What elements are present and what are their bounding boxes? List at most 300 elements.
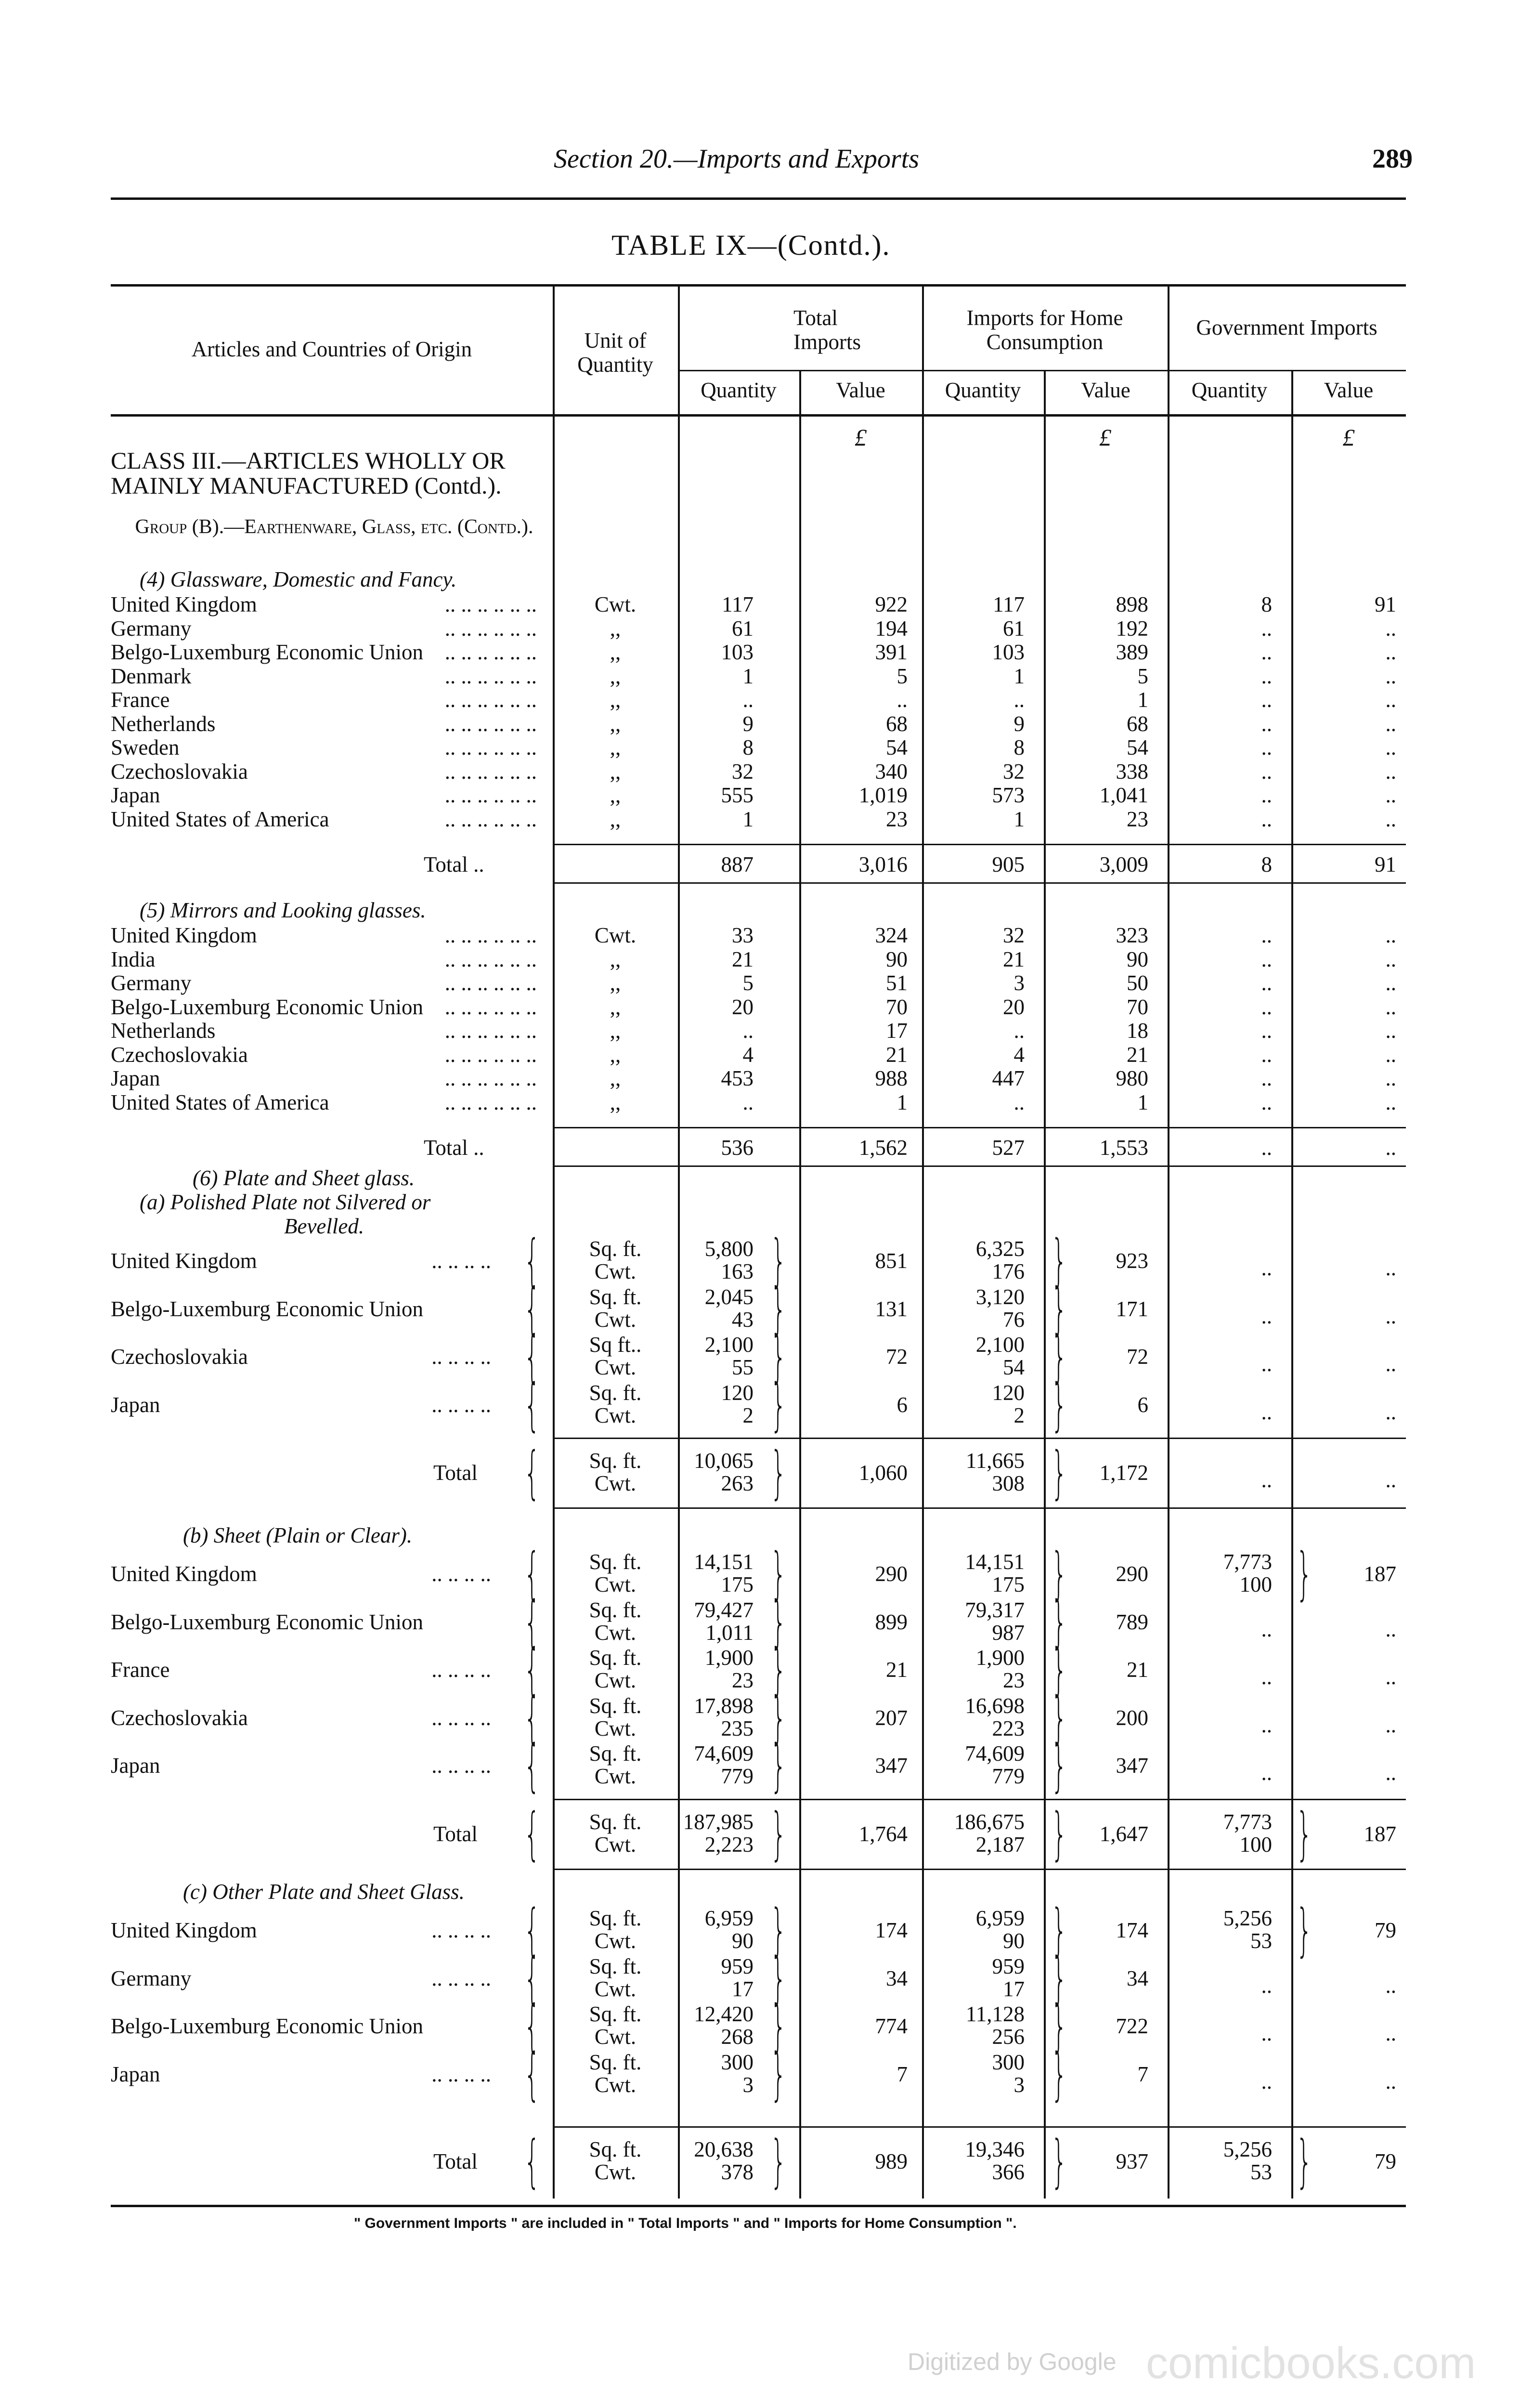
running-header: Section 20.—Imports and Exports [554,144,920,174]
government-quantity: 53 [1250,1929,1272,1953]
total-top-rule [553,1438,1406,1439]
government-quantity: .. [1261,1665,1272,1689]
total-imports-quantity: 20 [732,995,754,1019]
subheader-quantity: Quantity [1191,378,1268,402]
unit-of-quantity: ,, [610,1090,621,1114]
footnote: " Government Imports " are included in " Total Imports " and " Imports for Home Consumption ". [354,2215,1017,2231]
total-label: Total .. [424,1136,484,1160]
government-quantity: 100 [1239,1832,1272,1857]
government-quantity-total: .. [1261,1136,1272,1160]
government-value: .. [1385,711,1396,736]
government-quantity: .. [1261,2069,1272,2094]
total-imports-value: 324 [875,923,908,947]
home-consumption-quantity: 23 [1003,1668,1025,1692]
table-title: TABLE IX—(Contd.). [611,229,891,261]
government-value: .. [1385,1973,1396,1998]
country-name: United States of America [111,808,334,830]
home-consumption-quantity: 959 [992,1954,1025,1978]
government-quantity: 53 [1250,2160,1272,2184]
total-imports-quantity: 4 [742,1042,754,1067]
total-imports-value: 774 [875,2014,908,2038]
home-consumption-quantity: 447 [992,1066,1025,1090]
country-name: France [111,689,174,711]
value-brace: } [1051,1684,1067,1751]
unit-brace: { [524,2040,540,2107]
value-brace: } [770,1275,787,1342]
leader-dots: .. .. .. .. .. .. [444,1067,537,1089]
total-imports-quantity: 779 [721,1764,754,1788]
total-imports-quantity: 5 [742,971,754,995]
value-brace: } [770,1992,787,2059]
total-imports-value: 391 [875,640,908,664]
government-quantity: .. [1261,640,1272,664]
total-imports-value: 207 [875,1705,908,1730]
leader-dots: .. .. .. .. .. .. [444,736,537,759]
home-consumption-value: 90 [1127,947,1148,971]
total-imports-quantity: 43 [732,1307,754,1332]
total-imports-quantity: 32 [732,759,754,784]
home-consumption-value: 192 [1116,616,1148,641]
total-imports-value: 21 [886,1042,908,1067]
home-consumption-quantity: 573 [992,783,1025,807]
total-imports-quantity: 21 [732,947,754,971]
unit-of-quantity: ,, [610,664,621,688]
unit-of-quantity: ,, [610,971,621,995]
unit-line-1: Sq. ft. [589,1906,642,1930]
total-label: Total .. [424,852,484,877]
header-bottom-rule [111,414,1406,417]
home-consumption-value: 323 [1116,923,1148,947]
value-brace: } [1051,1944,1067,2011]
unit-line-2: Cwt. [594,1764,637,1788]
total-imports-quantity: 74,609 [694,1741,754,1766]
total-imports-quantity: 2,100 [704,1333,754,1357]
leader-dots: .. .. .. .. .. .. [444,808,537,830]
total-imports-quantity: 55 [732,1355,754,1379]
total-imports-quantity-total: 536 [721,1136,754,1160]
government-value: .. [1385,616,1396,641]
total-imports-value: 5 [896,664,908,688]
home-consumption-quantity: 223 [992,1716,1025,1741]
unit-of-quantity: ,, [610,1042,621,1067]
unit-of-quantity: ,, [610,640,621,664]
home-consumption-quantity: 300 [992,2050,1025,2074]
home-consumption-quantity: 3 [1013,2072,1025,2097]
subheader-rule [678,370,1406,371]
unit-of-quantity: Cwt. [594,923,637,947]
home-consumption-quantity: 16,698 [965,1693,1025,1718]
column-header-total-imports: Total Imports [793,306,861,354]
subheader-value: Value [1081,378,1130,402]
home-consumption-value: 898 [1116,592,1148,616]
government-quantity: .. [1261,1090,1272,1114]
watermark-text: Digitized by Google [908,2348,1117,2375]
leader-dots: .. .. .. .. .. .. [444,617,537,640]
country-name: Japan [111,1067,165,1089]
total-imports-quantity: 14,151 [694,1550,754,1574]
home-consumption-quantity: 256 [992,2025,1025,2049]
currency-symbol: £ [1342,424,1355,451]
leader-dots: .. .. .. .. [431,1562,491,1586]
unit-brace: { [524,1800,540,1867]
home-consumption-value: 338 [1116,759,1148,784]
total-imports-quantity: 263 [721,1471,754,1495]
home-consumption-quantity: 176 [992,1259,1025,1283]
home-consumption-quantity: 3 [1013,971,1025,995]
unit-line-2: Cwt. [594,2160,637,2184]
value-brace: } [1051,1992,1067,2059]
leader-dots: .. .. .. .. .. .. [444,972,537,994]
unit-brace: { [524,1227,540,1294]
country-name: Sweden [111,736,184,759]
home-consumption-quantity: 21 [1003,947,1025,971]
country-name: United Kingdom [111,593,262,615]
total-imports-quantity: 1,900 [704,1646,754,1670]
value-brace: } [1296,2128,1312,2194]
government-quantity: .. [1261,923,1272,947]
home-consumption-value: 722 [1116,2014,1148,2038]
total-imports-value: 290 [875,1562,908,1586]
value-brace: } [770,1439,787,1505]
unit-line-1: Sq. ft. [589,1693,642,1718]
government-quantity: .. [1261,759,1272,784]
government-value: .. [1385,1617,1396,1641]
government-value: .. [1385,923,1396,947]
government-value: .. [1385,1090,1396,1114]
total-imports-value: 131 [875,1296,908,1321]
subheader-value: Value [1324,378,1374,402]
government-quantity: .. [1261,1761,1272,1785]
home-consumption-value: 7 [1137,2062,1148,2086]
country-name: Netherlands [111,713,220,735]
subheader-quantity: Quantity [701,378,777,402]
unit-brace: { [524,1540,540,1607]
value-brace: } [770,2128,787,2194]
unit-brace: { [524,1684,540,1751]
government-value: .. [1385,664,1396,688]
home-consumption-quantity: 1 [1013,664,1025,688]
leader-dots: .. .. .. .. [431,1918,491,1942]
table-bottom-rule [111,2205,1406,2207]
unit-line-2: Cwt. [594,2072,637,2097]
total-imports-quantity: 268 [721,2025,754,2049]
government-quantity: .. [1261,2021,1272,2045]
value-brace: } [770,1636,787,1702]
column-header-government: Government Imports [1196,315,1377,340]
government-value: .. [1385,1665,1396,1689]
unit-of-quantity: ,, [610,735,621,759]
unit-line-1: Sq. ft. [589,1646,642,1670]
country-name: Japan [111,2063,165,2085]
total-imports-value: 51 [886,971,908,995]
total-imports-value-total: 3,016 [858,852,908,877]
total-imports-value: 90 [886,947,908,971]
government-quantity: .. [1261,1617,1272,1641]
country-name: Netherlands [111,1020,220,1042]
government-quantity: 7,773 [1223,1810,1272,1834]
government-value: .. [1385,759,1396,784]
government-value: .. [1385,2021,1396,2045]
home-consumption-value: 171 [1116,1296,1148,1321]
watermark [908,2348,1117,2376]
country-name: Belgo-Luxemburg Economic Union [111,996,428,1018]
government-value: .. [1385,1352,1396,1376]
unit-line-2: Cwt. [594,1307,637,1332]
government-quantity: .. [1261,1713,1272,1737]
home-consumption-value: 1,647 [1099,1822,1148,1846]
header-rule [111,197,1406,200]
government-quantity: 5,256 [1223,1906,1272,1930]
unit-of-quantity: ,, [610,759,621,784]
unit-of-quantity: ,, [610,807,621,831]
unit-brace: { [524,1439,540,1505]
government-value: .. [1385,1019,1396,1043]
government-quantity: .. [1261,783,1272,807]
total-top-rule [553,844,1406,845]
home-consumption-quantity: 120 [992,1380,1025,1405]
government-value: 79 [1375,1918,1396,1942]
sub-block-title: (b) Sheet (Plain or Clear). [183,1523,413,1547]
block-title: (5) Mirrors and Looking glasses. [140,898,426,922]
home-consumption-value: 54 [1127,735,1148,759]
home-consumption-quantity: 61 [1003,616,1025,641]
unit-line-2: Cwt. [594,1976,637,2001]
total-imports-quantity: 23 [732,1668,754,1692]
home-consumption-value-total: 3,009 [1099,852,1148,877]
home-consumption-quantity: 186,675 [954,1810,1025,1834]
country-name: United Kingdom [111,1563,262,1585]
unit-line-2: Cwt. [594,2025,637,2049]
country-name: United States of America [111,1091,334,1113]
subheader-value: Value [836,378,885,402]
home-consumption-value: 21 [1127,1042,1148,1067]
government-quantity: .. [1261,971,1272,995]
home-consumption-quantity: 987 [992,1620,1025,1645]
leader-dots: .. .. .. .. [431,2062,491,2086]
total-imports-value: 34 [886,1966,908,1990]
home-consumption-value: 980 [1116,1066,1148,1090]
total-imports-quantity: 6,959 [704,1906,754,1930]
home-consumption-value: 937 [1116,2149,1148,2173]
value-brace: } [1051,1588,1067,1655]
total-imports-value: 922 [875,592,908,616]
unit-of-quantity: ,, [610,711,621,736]
total-imports-quantity: 79,427 [694,1597,754,1622]
country-name: United Kingdom [111,924,262,946]
value-brace: } [1051,1800,1067,1867]
value-brace: } [770,1800,787,1867]
total-imports-quantity: 10,065 [694,1449,754,1473]
total-imports-quantity: 1,011 [705,1620,754,1645]
total-imports-quantity: 12,420 [694,2002,754,2026]
government-value: .. [1385,1066,1396,1090]
country-name: Japan [111,1394,165,1416]
total-imports-value: 851 [875,1249,908,1273]
home-consumption-quantity: 32 [1003,923,1025,947]
home-consumption-quantity: 175 [992,1572,1025,1597]
value-brace: } [1051,1540,1067,1607]
country-name: Japan [111,1754,165,1777]
unit-line-1: Sq. ft. [589,1449,642,1473]
unit-brace: { [524,1897,540,1963]
home-consumption-value: 923 [1116,1249,1148,1273]
leader-dots: .. .. .. .. [431,1345,491,1369]
government-quantity: .. [1261,1066,1272,1090]
value-brace: } [1051,1227,1067,1294]
home-consumption-quantity: 20 [1003,995,1025,1019]
home-consumption-value: 6 [1137,1392,1148,1417]
unit-brace: { [524,1944,540,2011]
total-imports-quantity: 17,898 [694,1693,754,1718]
government-value: .. [1385,947,1396,971]
total-bottom-rule [553,1165,1406,1167]
total-imports-quantity: 300 [721,2050,754,2074]
total-imports-value: 1 [896,1090,908,1114]
leader-dots: .. .. .. .. [431,1658,491,1682]
home-consumption-quantity: 17 [1003,1976,1025,2001]
unit-of-quantity: ,, [610,947,621,971]
total-imports-value: 347 [875,1754,908,1778]
country-name: Denmark [111,665,196,687]
home-consumption-quantity: 366 [992,2160,1025,2184]
country-name: Germany [111,617,196,640]
total-imports-quantity: 5,800 [704,1237,754,1261]
class-heading: CLASS III.—ARTICLES WHOLLY OR MAINLY MANUFACTURED (Contd.). [111,447,506,499]
home-consumption-quantity: .. [1013,1090,1025,1114]
total-imports-quantity: 1 [742,664,754,688]
home-consumption-quantity: 6,959 [975,1906,1025,1930]
value-brace: } [770,1323,787,1389]
unit-of-quantity: ,, [610,1019,621,1043]
value-brace: } [770,1944,787,2011]
value-brace: } [1051,1323,1067,1389]
home-consumption-quantity: 4 [1013,1042,1025,1067]
home-consumption-value: 70 [1127,995,1148,1019]
sub-block-title: (a) Polished Plate not Silvered or [140,1190,431,1214]
total-imports-quantity: 163 [721,1259,754,1283]
home-consumption-quantity: 2 [1013,1403,1025,1427]
unit-line-1: Sq. ft. [589,1284,642,1309]
total-imports-quantity: 2,223 [704,1832,754,1857]
home-consumption-quantity: 11,128 [965,2002,1025,2026]
leader-dots: .. .. .. .. .. .. [444,641,537,663]
unit-line-2: Cwt. [594,1259,637,1283]
home-consumption-quantity: 117 [993,592,1025,616]
government-quantity: .. [1261,995,1272,1019]
leader-dots: .. .. .. .. [431,1754,491,1778]
total-imports-quantity: 33 [732,923,754,947]
leader-dots: .. .. .. .. .. .. [444,1043,537,1066]
total-bottom-rule [553,1869,1406,1870]
value-brace: } [1051,1897,1067,1963]
home-consumption-value: 1,041 [1099,783,1148,807]
group-heading: Group (B).—Earthenware, Glass, etc. (Contd.). [135,516,533,538]
total-imports-quantity: 9 [742,711,754,736]
unit-line-2: Cwt. [594,1471,637,1495]
home-consumption-quantity: 103 [992,640,1025,664]
block-title: (4) Glassware, Domestic and Fancy. [140,567,457,591]
total-imports-quantity: 103 [721,640,754,664]
value-brace: } [1051,1371,1067,1438]
home-consumption-value: 72 [1127,1345,1148,1369]
country-name: France [111,1659,174,1681]
leader-dots: .. .. .. .. .. .. [444,1020,537,1042]
government-quantity: .. [1261,1468,1272,1492]
government-quantity: .. [1261,1400,1272,1424]
leader-dots: .. .. .. .. .. .. [444,593,537,615]
government-value-total: .. [1385,1136,1396,1160]
country-name: Czechoslovakia [111,1707,253,1729]
total-imports-quantity: 959 [721,1954,754,1978]
total-top-rule [553,1127,1406,1128]
leader-dots: .. .. .. .. .. .. [444,712,537,735]
unit-brace: { [524,2128,540,2194]
government-quantity: .. [1261,616,1272,641]
total-imports-quantity: 20,638 [694,2137,754,2161]
government-value: .. [1385,1468,1396,1492]
home-consumption-value: 68 [1127,711,1148,736]
country-name: United Kingdom [111,1919,262,1941]
total-imports-value: 6 [896,1392,908,1417]
government-value: 187 [1364,1562,1396,1586]
leader-dots: .. .. .. .. .. .. [444,924,537,946]
unit-line-2: Cwt. [594,1355,637,1379]
home-consumption-quantity: 54 [1003,1355,1025,1379]
column-header-unit: Unit of Quantity [577,328,653,377]
home-consumption-quantity-total: 905 [992,852,1025,877]
sub-block-title: Bevelled. [284,1214,364,1238]
country-name: India [111,948,160,970]
home-consumption-value: 789 [1116,1610,1148,1634]
leader-dots: .. .. .. .. .. .. [444,1091,537,1113]
total-imports-quantity: 175 [721,1572,754,1597]
home-consumption-value: 1,172 [1099,1461,1148,1485]
home-consumption-quantity: 76 [1003,1307,1025,1332]
value-brace: } [770,1227,787,1294]
leader-dots: .. .. .. .. .. .. [444,784,537,806]
currency-symbol: £ [855,424,867,451]
value-brace: } [1296,1800,1312,1867]
value-brace: } [770,2040,787,2107]
value-brace: } [1051,1636,1067,1702]
total-imports-quantity: 120 [721,1380,754,1405]
unit-line-2: Cwt. [594,1668,637,1692]
home-consumption-value: 290 [1116,1562,1148,1586]
government-value: .. [1385,688,1396,712]
total-top-rule [553,2126,1406,2128]
total-imports-quantity: .. [742,688,754,712]
home-consumption-quantity: 32 [1003,759,1025,784]
unit-line-2: Cwt. [594,1832,637,1857]
home-consumption-value: 23 [1127,807,1148,831]
total-imports-quantity: 235 [721,1716,754,1741]
unit-line-1: Sq. ft. [589,1741,642,1766]
column-header-articles: Articles and Countries of Origin [191,337,472,361]
value-brace: } [770,1540,787,1607]
total-imports-quantity: 117 [722,592,754,616]
leader-dots: .. .. .. .. .. .. [444,689,537,711]
country-name: Belgo-Luxemburg Economic Union [111,2015,428,2037]
total-imports-value: 72 [886,1345,908,1369]
government-value: .. [1385,1042,1396,1067]
leader-dots: .. .. .. .. .. .. [444,948,537,970]
unit-brace: { [524,1323,540,1389]
value-brace: } [770,1371,787,1438]
leader-dots: .. .. .. .. [431,1966,491,1990]
value-brace: } [1051,2128,1067,2194]
home-consumption-quantity: 2,187 [975,1832,1025,1857]
home-consumption-quantity: 308 [992,1471,1025,1495]
